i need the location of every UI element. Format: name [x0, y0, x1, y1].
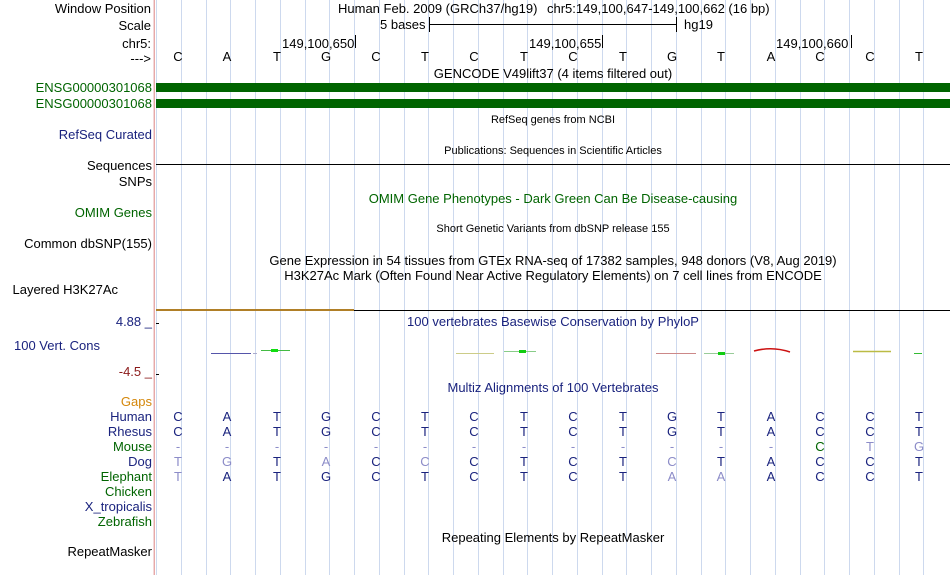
species-label-rhesus[interactable]: Rhesus [107, 424, 152, 439]
alignment-base-human: T [273, 409, 281, 424]
alignment-base-human: C [865, 409, 875, 424]
dbsnp-track-title[interactable]: Short Genetic Variants from dbSNP release 155 [436, 223, 670, 235]
conservation-max-label: 4.88 _ [115, 314, 152, 329]
conservation-wiggle [156, 340, 950, 360]
alignment-base-elephant: A [222, 469, 232, 484]
label-gutter[interactable] [153, 0, 155, 575]
ruler-tick-label-1: 149,100,650 [282, 36, 355, 51]
gencode-label-1[interactable]: ENSG00000301068 [35, 80, 152, 95]
alignment-base-elephant: C [865, 469, 875, 484]
species-label-dog[interactable]: Dog [128, 454, 152, 469]
alignment-base-mouse: - [373, 439, 379, 454]
alignment-base-human: T [421, 409, 429, 424]
reference-base: A [222, 49, 232, 64]
repeatmasker-label[interactable]: RepeatMasker [67, 544, 152, 559]
alignment-base-human: T [915, 409, 923, 424]
alignment-base-mouse: - [323, 439, 329, 454]
scale-label: Scale [118, 18, 151, 33]
alignment-base-dog: T [619, 454, 627, 469]
window-position-label: Window Position [54, 1, 151, 16]
alignment-base-mouse: G [913, 439, 925, 454]
reference-base: C [371, 49, 381, 64]
ruler-tick-1 [355, 35, 356, 48]
alignment-base-human: C [568, 409, 578, 424]
scale-bar-line [429, 24, 676, 25]
alignment-base-elephant: G [320, 469, 332, 484]
omim-genes-label[interactable]: OMIM Genes [74, 205, 152, 220]
alignment-base-elephant: A [766, 469, 776, 484]
db-label: hg19 [684, 17, 713, 32]
conservation-track-label[interactable]: 100 Vert. Cons [14, 338, 100, 353]
alignment-base-rhesus: C [815, 424, 825, 439]
alignment-base-dog: C [815, 454, 825, 469]
alignment-base-dog: C [667, 454, 677, 469]
alignment-base-rhesus: T [273, 424, 281, 439]
alignment-base-human: C [469, 409, 479, 424]
alignment-base-mouse: - [521, 439, 527, 454]
alignment-base-rhesus: G [320, 424, 332, 439]
reference-base: G [666, 49, 678, 64]
reference-base: T [619, 49, 627, 64]
alignment-base-human: G [666, 409, 678, 424]
gencode-label-2[interactable]: ENSG00000301068 [35, 96, 152, 111]
alignment-base-elephant: T [273, 469, 281, 484]
alignment-base-mouse: - [768, 439, 774, 454]
alignment-base-mouse: - [422, 439, 428, 454]
species-label-mouse[interactable]: Mouse [112, 439, 152, 454]
gencode-feature-1[interactable] [156, 83, 950, 92]
track-label-column [0, 0, 153, 575]
refseq-track-title[interactable]: RefSeq genes from NCBI [490, 114, 616, 126]
alignment-base-dog: T [717, 454, 725, 469]
alignment-base-rhesus: G [666, 424, 678, 439]
alignment-base-mouse: C [815, 439, 825, 454]
alignment-base-elephant: T [619, 469, 627, 484]
alignment-base-dog: C [469, 454, 479, 469]
repeatmasker-track-title[interactable]: Repeating Elements by RepeatMasker [441, 530, 665, 545]
h3k27ac-track-title[interactable]: H3K27Ac Mark (Often Found Near Active Regulatory Elements) on 7 cell lines from ENCODE [284, 268, 822, 283]
multiz-track-title[interactable]: Multiz Alignments of 100 Vertebrates [447, 380, 659, 395]
alignment-base-rhesus: C [865, 424, 875, 439]
sequences-track-line [156, 164, 950, 165]
alignment-base-elephant: A [716, 469, 726, 484]
track-display-area[interactable] [156, 0, 950, 575]
h3k27ac-signal [156, 309, 354, 311]
layered-h3k27ac-label[interactable]: Layered H3K27Ac [12, 282, 118, 297]
alignment-base-mouse: - [471, 439, 477, 454]
sequences-label[interactable]: Sequences [86, 158, 152, 173]
alignment-base-human: C [815, 409, 825, 424]
alignment-base-rhesus: T [915, 424, 923, 439]
alignment-base-mouse: T [866, 439, 874, 454]
alignment-base-dog: A [766, 454, 776, 469]
alignment-base-rhesus: C [568, 424, 578, 439]
alignment-base-rhesus: A [222, 424, 232, 439]
gencode-track-title[interactable]: GENCODE V49lift37 (4 items filtered out) [433, 66, 673, 81]
alignment-base-human: A [766, 409, 776, 424]
reference-base: G [320, 49, 332, 64]
alignment-base-dog: G [221, 454, 233, 469]
conservation-peak-3 [718, 352, 725, 355]
phylop-track-title[interactable]: 100 vertebrates Basewise Conservation by PhyloP [407, 314, 699, 329]
conservation-peak-1 [271, 349, 278, 352]
species-label-zebrafish[interactable]: Zebrafish [97, 514, 152, 529]
alignment-base-human: A [222, 409, 232, 424]
species-label-chicken[interactable]: Chicken [105, 484, 152, 499]
scale-bar-label: 5 bases [380, 17, 426, 32]
gtex-track-title[interactable]: Gene Expression in 54 tissues from GTEx RNA-seq of 17382 samples, 948 donors (V8, Aug 2019) [269, 253, 837, 268]
scale-bar-right-end [676, 17, 677, 32]
reference-base: C [865, 49, 875, 64]
alignment-base-mouse: - [669, 439, 675, 454]
position-readout: chr5:149,100,647-149,100,662 (16 bp) [547, 1, 770, 16]
reference-base: C [815, 49, 825, 64]
ruler-tick-label-3: 149,100,660 [776, 36, 849, 51]
alignment-base-dog: T [174, 454, 182, 469]
alignment-base-elephant: T [520, 469, 528, 484]
alignment-base-mouse: - [175, 439, 181, 454]
ruler-tick-2 [602, 35, 603, 48]
alignment-base-human: T [619, 409, 627, 424]
alignment-base-dog: T [915, 454, 923, 469]
alignment-base-mouse: - [570, 439, 576, 454]
common-dbsnp-label[interactable]: Common dbSNP(155) [24, 236, 152, 251]
alignment-base-elephant: C [568, 469, 578, 484]
alignment-base-elephant: T [174, 469, 182, 484]
species-label-x-tropicalis[interactable]: X_tropicalis [84, 499, 152, 514]
alignment-base-mouse: - [718, 439, 724, 454]
alignment-base-rhesus: T [717, 424, 725, 439]
species-label-human[interactable]: Human [110, 409, 152, 424]
reference-base: C [568, 49, 578, 64]
alignment-base-dog: C [865, 454, 875, 469]
strand-arrow-label: ---> [130, 51, 151, 66]
snps-label[interactable]: SNPs [118, 174, 152, 189]
conservation-min-tick [156, 374, 159, 375]
reference-base: T [421, 49, 429, 64]
reference-base: A [766, 49, 776, 64]
ruler-tick-3 [851, 35, 852, 48]
alignment-base-human: C [173, 409, 183, 424]
reference-base: T [717, 49, 725, 64]
alignment-base-dog: T [273, 454, 281, 469]
reference-base: T [520, 49, 528, 64]
alignment-base-rhesus: C [173, 424, 183, 439]
conservation-curve-negative [754, 349, 790, 352]
alignment-base-dog: C [568, 454, 578, 469]
alignment-base-elephant: C [371, 469, 381, 484]
reference-base: T [273, 49, 281, 64]
alignment-base-elephant: C [469, 469, 479, 484]
publications-track-title[interactable]: Publications: Sequences in Scientific Articles [444, 145, 662, 157]
assembly-title: Human Feb. 2009 (GRCh37/hg19) [338, 1, 538, 16]
conservation-peak-2 [519, 350, 526, 353]
reference-base: T [915, 49, 923, 64]
alignment-base-human: G [320, 409, 332, 424]
alignment-base-dog: C [420, 454, 430, 469]
chrom-label: chr5: [122, 36, 151, 51]
alignment-base-mouse: - [224, 439, 230, 454]
alignment-base-mouse: - [274, 439, 280, 454]
alignment-base-human: C [371, 409, 381, 424]
alignment-base-dog: A [321, 454, 331, 469]
ruler-tick-label-2: 149,100,655 [529, 36, 602, 51]
alignment-base-rhesus: T [421, 424, 429, 439]
alignment-base-human: T [717, 409, 725, 424]
alignment-base-elephant: T [915, 469, 923, 484]
conservation-max-tick [156, 323, 159, 324]
alignment-base-elephant: A [667, 469, 677, 484]
gaps-label[interactable]: Gaps [120, 394, 152, 409]
reference-base: C [173, 49, 183, 64]
alignment-base-dog: C [371, 454, 381, 469]
species-label-elephant[interactable]: Elephant [100, 469, 152, 484]
conservation-min-label: -4.5 _ [118, 364, 152, 379]
alignment-base-elephant: T [421, 469, 429, 484]
alignment-base-rhesus: C [371, 424, 381, 439]
alignment-base-rhesus: C [469, 424, 479, 439]
alignment-base-dog: T [520, 454, 528, 469]
omim-track-title[interactable]: OMIM Gene Phenotypes - Dark Green Can Be Disease-causing [368, 191, 738, 206]
reference-base: C [469, 49, 479, 64]
alignment-base-mouse: - [620, 439, 626, 454]
alignment-base-rhesus: T [619, 424, 627, 439]
gencode-feature-2[interactable] [156, 99, 950, 108]
alignment-base-rhesus: T [520, 424, 528, 439]
alignment-base-rhesus: A [766, 424, 776, 439]
gutter-edge [154, 0, 155, 575]
alignment-base-human: T [520, 409, 528, 424]
alignment-base-elephant: C [815, 469, 825, 484]
refseq-curated-label[interactable]: RefSeq Curated [58, 127, 152, 142]
